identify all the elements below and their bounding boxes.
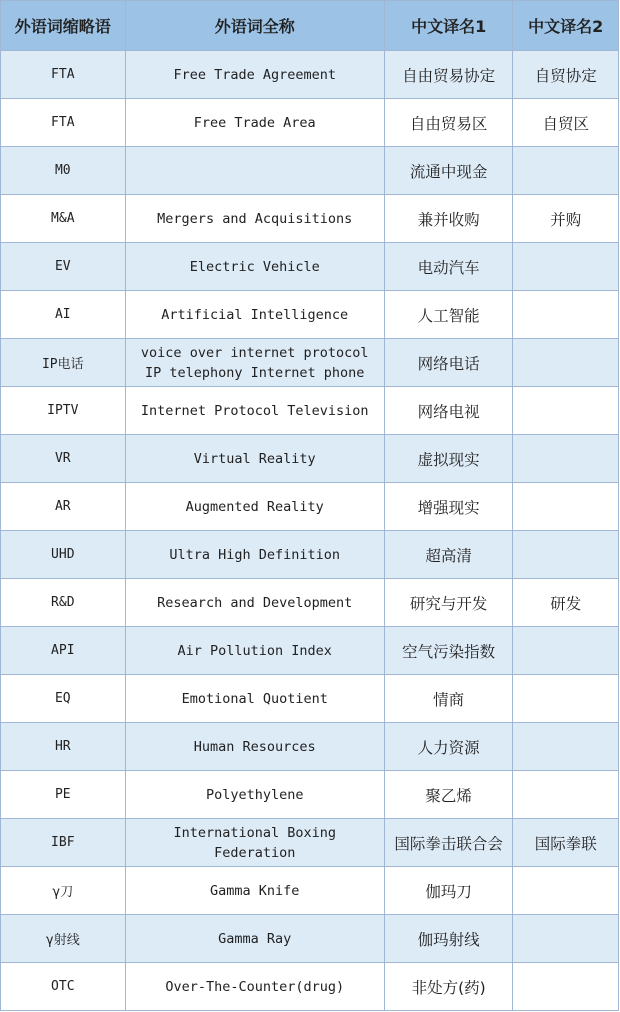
table-row — [1, 243, 619, 291]
table-header — [1, 1, 619, 51]
abbreviation-cell: FTA — [1, 51, 126, 99]
abbreviation-cell: IP电话 — [1, 339, 126, 387]
table-row — [1, 675, 619, 723]
chinese-name-2-cell — [513, 723, 619, 771]
chinese-name-2-cell: 国际拳联 — [513, 819, 619, 867]
abbreviation-cell: R&D — [1, 579, 126, 627]
abbreviation-cell: UHD — [1, 531, 126, 579]
full-name-line: Gamma Knife — [210, 882, 300, 899]
full-name-line: Electric Vehicle — [189, 258, 320, 275]
full-name-line: Free Trade Area — [193, 114, 316, 131]
table-row — [1, 99, 619, 147]
full-name-line: Over-The-Counter(drug) — [165, 978, 345, 995]
full-name-cell — [125, 339, 384, 387]
full-name-line: Research and Development — [157, 594, 353, 611]
chinese-name-1-cell: 流通中现金 — [384, 147, 513, 195]
chinese-name-1-cell: 自由贸易协定 — [384, 51, 513, 99]
chinese-name-1-cell: 情商 — [384, 675, 513, 723]
abbreviation-cell: HR — [1, 723, 126, 771]
chinese-name-1-cell: 电动汽车 — [384, 243, 513, 291]
header-chinese-name-2: 中文译名2 — [513, 1, 619, 51]
chinese-name-2-cell: 自贸区 — [513, 99, 619, 147]
full-name-cell — [125, 99, 384, 147]
abbreviation-cell: OTC — [1, 963, 126, 1011]
chinese-name-1-cell: 聚乙烯 — [384, 771, 513, 819]
table-row — [1, 291, 619, 339]
chinese-name-2-cell — [513, 339, 619, 387]
chinese-name-1-cell: 研究与开发 — [384, 579, 513, 627]
full-name-line: International Boxing — [173, 824, 336, 841]
table-row — [1, 435, 619, 483]
table-row — [1, 723, 619, 771]
full-name-line: IP telephony Internet phone — [144, 364, 365, 381]
table-row — [1, 531, 619, 579]
full-name-cell — [125, 435, 384, 483]
abbreviation-cell: EV — [1, 243, 126, 291]
chinese-name-1-cell: 自由贸易区 — [384, 99, 513, 147]
chinese-name-2-cell — [513, 531, 619, 579]
full-name-cell — [125, 195, 384, 243]
full-name-cell — [125, 243, 384, 291]
chinese-name-1-cell: 国际拳击联合会 — [384, 819, 513, 867]
chinese-name-2-cell — [513, 483, 619, 531]
abbreviation-cell: EQ — [1, 675, 126, 723]
abbreviation-cell: IBF — [1, 819, 126, 867]
chinese-name-2-cell — [513, 915, 619, 963]
full-name-cell — [125, 51, 384, 99]
header-abbreviation: 外语词缩略语 — [1, 1, 126, 51]
full-name-cell — [125, 915, 384, 963]
chinese-name-2-cell — [513, 435, 619, 483]
full-name-line: voice over internet protocol — [140, 344, 369, 361]
table-row — [1, 819, 619, 867]
chinese-name-2-cell: 自贸协定 — [513, 51, 619, 99]
table-row — [1, 339, 619, 387]
full-name-line: Augmented Reality — [185, 498, 324, 515]
full-name-cell — [125, 627, 384, 675]
chinese-name-1-cell: 超高清 — [384, 531, 513, 579]
abbreviation-cell: IPTV — [1, 387, 126, 435]
full-name-cell — [125, 723, 384, 771]
chinese-name-1-cell: 网络电视 — [384, 387, 513, 435]
full-name-line: Gamma Ray — [218, 930, 292, 947]
header-row — [1, 1, 619, 51]
full-name-cell — [125, 291, 384, 339]
chinese-name-1-cell: 伽玛刀 — [384, 867, 513, 915]
full-name-line: Virtual Reality — [193, 450, 316, 467]
chinese-name-2-cell — [513, 627, 619, 675]
full-name-cell — [125, 579, 384, 627]
table-row — [1, 483, 619, 531]
chinese-name-2-cell: 研发 — [513, 579, 619, 627]
full-name-line: Polyethylene — [205, 786, 304, 803]
table-row — [1, 915, 619, 963]
header-full-name: 外语词全称 — [125, 1, 384, 51]
full-name-line: Ultra High Definition — [169, 546, 341, 563]
table-row — [1, 147, 619, 195]
table-row — [1, 963, 619, 1011]
chinese-name-1-cell: 增强现实 — [384, 483, 513, 531]
table-row — [1, 387, 619, 435]
abbreviation-cell: AI — [1, 291, 126, 339]
header-chinese-name-1: 中文译名1 — [384, 1, 513, 51]
full-name-cell — [125, 147, 384, 195]
chinese-name-1-cell: 网络电话 — [384, 339, 513, 387]
full-name-line: Artificial Intelligence — [161, 306, 349, 323]
chinese-name-1-cell: 人工智能 — [384, 291, 513, 339]
table-row — [1, 627, 619, 675]
chinese-name-1-cell: 兼并收购 — [384, 195, 513, 243]
chinese-name-1-cell: 人力资源 — [384, 723, 513, 771]
full-name-cell — [125, 483, 384, 531]
abbreviation-cell: VR — [1, 435, 126, 483]
abbreviation-cell: γ射线 — [1, 915, 126, 963]
table-body — [1, 51, 619, 1011]
table-row — [1, 195, 619, 243]
abbreviation-cell: FTA — [1, 99, 126, 147]
full-name-line: Air Pollution Index — [177, 642, 332, 659]
abbreviation-cell: γ刀 — [1, 867, 126, 915]
chinese-name-2-cell: 并购 — [513, 195, 619, 243]
full-name-cell — [125, 771, 384, 819]
full-name-cell — [125, 531, 384, 579]
full-name-cell — [125, 867, 384, 915]
chinese-name-2-cell — [513, 147, 619, 195]
full-name-line: Mergers and Acquisitions — [157, 210, 353, 227]
table-row — [1, 51, 619, 99]
full-name-cell — [125, 819, 384, 867]
chinese-name-2-cell — [513, 963, 619, 1011]
chinese-name-2-cell — [513, 243, 619, 291]
table-row — [1, 867, 619, 915]
chinese-name-1-cell: 非处方(药) — [384, 963, 513, 1011]
full-name-line: Human Resources — [193, 738, 316, 755]
full-name-line: Federation — [214, 844, 296, 861]
chinese-name-2-cell — [513, 387, 619, 435]
table-row — [1, 771, 619, 819]
full-name-line: Free Trade Agreement — [173, 66, 336, 83]
chinese-name-2-cell — [513, 867, 619, 915]
full-name-line: Internet Protocol Television — [140, 402, 369, 419]
abbreviation-cell: PE — [1, 771, 126, 819]
chinese-name-2-cell — [513, 675, 619, 723]
abbreviation-cell: M0 — [1, 147, 126, 195]
abbreviation-cell: AR — [1, 483, 126, 531]
chinese-name-2-cell — [513, 291, 619, 339]
full-name-cell — [125, 675, 384, 723]
full-name-cell — [125, 963, 384, 1011]
chinese-name-1-cell: 空气污染指数 — [384, 627, 513, 675]
abbreviation-cell: M&A — [1, 195, 126, 243]
full-name-line: Emotional Quotient — [181, 690, 328, 707]
chinese-name-2-cell — [513, 771, 619, 819]
abbreviation-cell: API — [1, 627, 126, 675]
table-row — [1, 579, 619, 627]
chinese-name-1-cell: 伽玛射线 — [384, 915, 513, 963]
full-name-cell — [125, 387, 384, 435]
chinese-name-1-cell: 虚拟现实 — [384, 435, 513, 483]
